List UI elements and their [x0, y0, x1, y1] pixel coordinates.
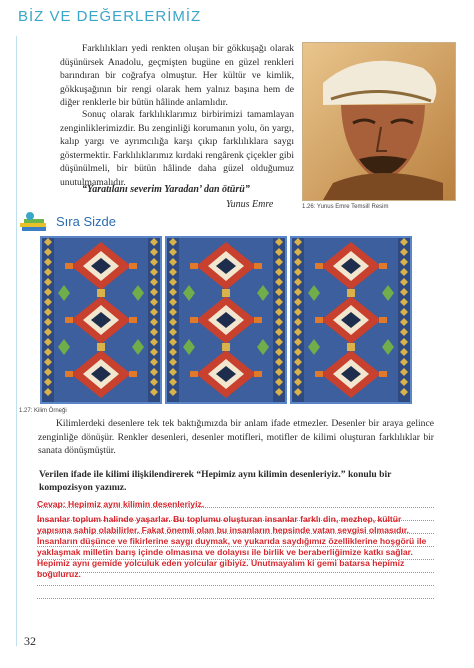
- answer-line: [37, 585, 434, 586]
- books-icon: [18, 211, 52, 233]
- kilim-pattern: [292, 238, 410, 402]
- kilim-image: [40, 236, 412, 404]
- paragraph-1: Farklılıkları yedi renkten oluşan bir gökkuşağı olarak düşünürsek Anadolu, geçmişten bugüne en güzel renkleri barındıran bir coğrafya olmuştur. Her kültür ve kimlik, gökkuşağının bir rengi olarak hem yalnız başına hem de diğer renklerle bir bütün hâlinde anlamlıdır.: [60, 43, 294, 109]
- sira-sizde-badge: [18, 211, 158, 233]
- kilim-panel-2: [165, 236, 287, 404]
- kilim-panel-1: [40, 236, 162, 404]
- quote-text: “Yaratılanı severim Yaradan’ dan ötürü”: [82, 184, 250, 195]
- quote-author: Yunus Emre: [226, 199, 274, 210]
- paragraph-2: Sonuç olarak farklılıklarımız birbirimizi tamamlayan zenginliklerimizdir. Bu zenginliği korumanın yolu, ön yargı, kalıp yargı ve ayrımcılığa karşı çıkıp farklılıklara saygı göstermektir. Farklılıklarımız kırdaki rengârenk çiçekler gibi düşünülmeli, bir bütün hâlinde daha güzel olduğumuz unutulmamalıdır.: [60, 109, 294, 188]
- sira-sizde-label: Sıra Sizde: [56, 214, 116, 229]
- paragraph-3: Kilimlerdeki desenlere tek tek baktığımızda bir anlam ifade etmezler. Desenler bir araya gelince zenginliğe dönüşür. Renkler desenleri, desenler motifleri, motifler de kilimi oluşturan farklılıklar bir sanata dönüşmüştür.: [38, 418, 434, 457]
- page-number: 32: [24, 634, 36, 648]
- portrait-caption: 1.26: Yunus Emre Temsilî Resim: [302, 204, 389, 210]
- answer-body: İnsanlar toplum halinde yaşarlar. Bu toplumu oluşturan insanlar farklı din, mezhep, kültür yapısına sahip olabilirler. Fakat önemli olan bu insanların hepsinde vatan sevgisi olmasıdır. İnsanların düşünce ve fikirlerine saygı duymak, ve yukarıda saydığımız özelliklerine hoşgörü ile yaklaşmak milletin barış içinde olmasına ve dolayısı ile birlik ve beraberliğimize katkı sağlar. Hepimiz aynı gemide yolculuk eden yolcular gibiyiz. Unutmayalım ki gemi batarsa hepimiz boğuluruz.: [37, 514, 427, 579]
- kilim-pattern: [42, 238, 160, 402]
- answer-line: [37, 598, 434, 599]
- kilim-panel-3: [290, 236, 412, 404]
- page-header: BİZ VE DEĞERLERİMİZ: [18, 8, 202, 25]
- task-prompt: Verilen ifade ile kilimi ilişkilendirerek “Hepimiz aynı kilimin desenleriyiz.” konulu bir kompozisyon yazınız.: [39, 469, 392, 493]
- kilim-pattern: [167, 238, 285, 402]
- yunus-emre-portrait: [302, 42, 456, 201]
- margin-rule: [16, 36, 17, 646]
- answer-heading: Cevap: Hepimiz aynı kilimin desenleriyiz.: [37, 499, 205, 509]
- kilim-caption: 1.27: Kilim Örneği: [19, 408, 67, 414]
